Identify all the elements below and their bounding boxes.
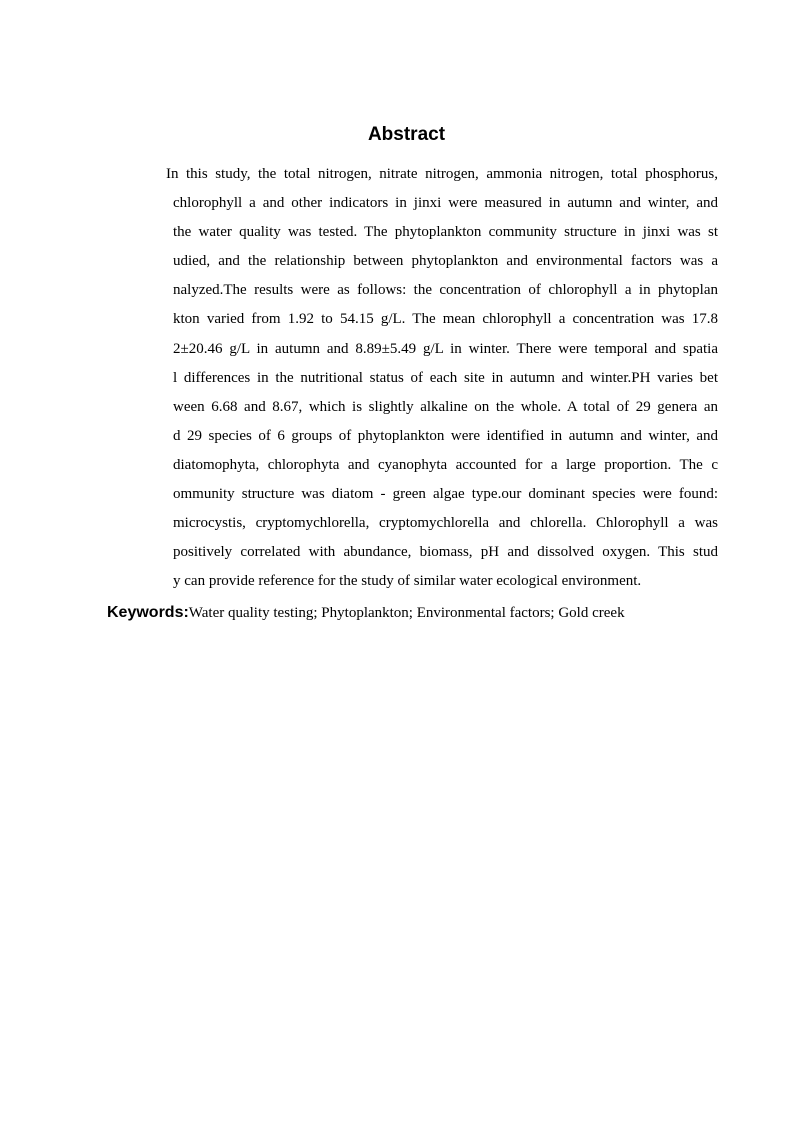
keywords-paragraph xyxy=(107,602,727,624)
abstract-title: Abstract xyxy=(367,124,446,145)
abstract-line: diatomophyta, chlorophyta and cyanophyta accounted for a large proportion. The c xyxy=(173,456,718,473)
abstract-line: d 29 species of 6 groups of phytoplankton were identified in autumn and winter, and xyxy=(173,427,718,444)
abstract-line: ommunity structure was diatom - green algae type.our dominant species were found: xyxy=(173,486,718,503)
abstract-line: l differences in the nutritional status of each site in autumn and winter.PH varies bet xyxy=(173,369,718,386)
abstract-line: positively correlated with abundance, biomass, pH and dissolved oxygen. This stud xyxy=(173,544,718,561)
abstract-line: udied, and the relationship between phytoplankton and environmental factors was a xyxy=(173,253,718,270)
abstract-line: nalyzed.The results were as follows: the concentration of chlorophyll a in phytoplan xyxy=(173,282,718,299)
abstract-line: kton varied from 1.92 to 54.15 g/L. The mean chlorophyll a concentration was 17.8 xyxy=(173,311,718,328)
abstract-line: ween 6.68 and 8.67, which is slightly alkaline on the whole. A total of 29 genera an xyxy=(173,398,718,415)
abstract-line: In this study, the total nitrogen, nitrate nitrogen, ammonia nitrogen, total phosphorus, xyxy=(166,166,718,182)
keywords-label: Keywords: xyxy=(107,604,189,621)
abstract-body xyxy=(166,160,718,596)
abstract-line: the water quality was tested. The phytoplankton community structure in jinxi was st xyxy=(173,224,718,241)
abstract-line: chlorophyll a and other indicators in jinxi were measured in autumn and winter, and xyxy=(173,195,718,212)
keywords-text: Water quality testing; Phytoplankton; Environmental factors; Gold creek xyxy=(188,605,625,621)
abstract-line: y can provide reference for the study of similar water ecological environment. xyxy=(173,573,642,590)
abstract-line: microcystis, cryptomychlorella, cryptomychlorella and chlorella. Chlorophyll a was xyxy=(173,515,718,532)
abstract-line: 2±20.46 g/L in autumn and 8.89±5.49 g/L in winter. There were temporal and spatia xyxy=(173,340,718,357)
